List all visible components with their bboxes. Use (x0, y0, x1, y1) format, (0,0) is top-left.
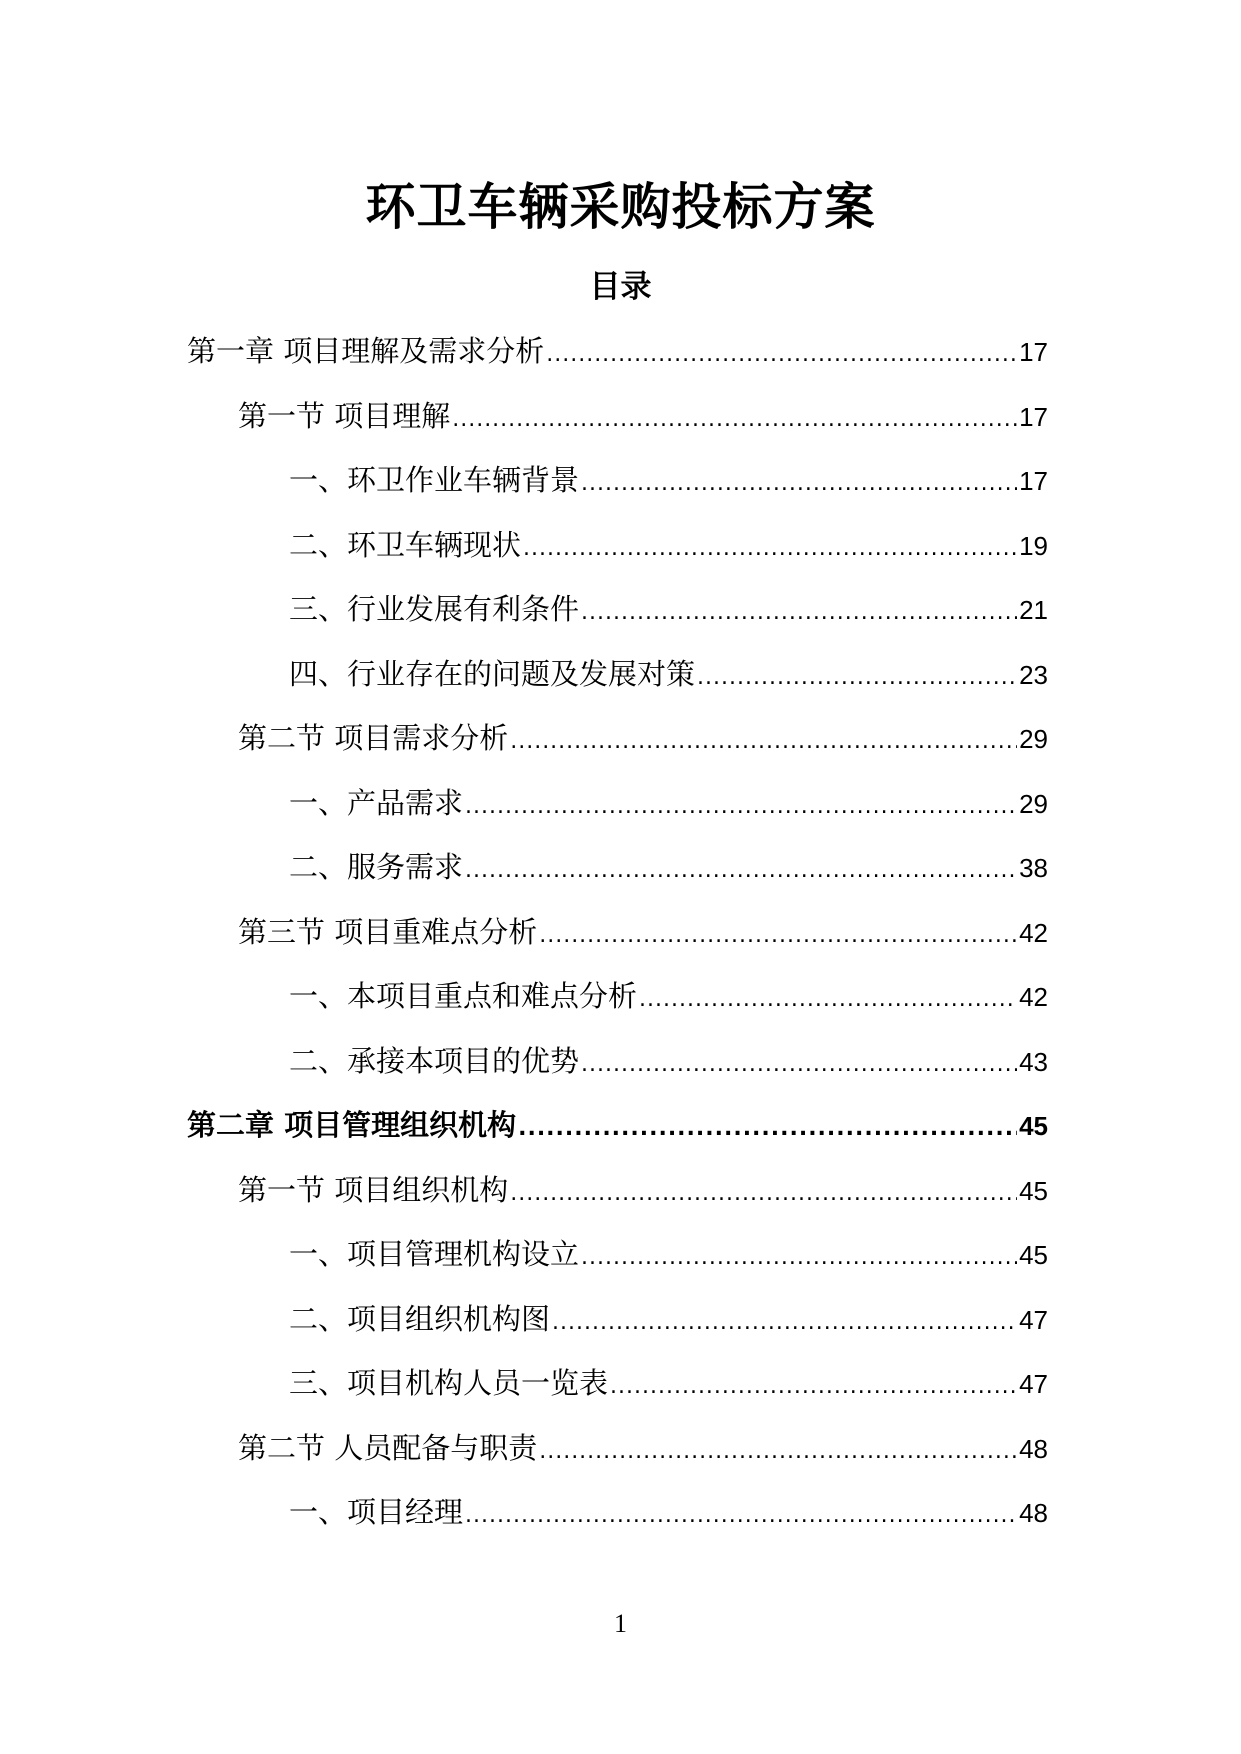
toc-dot-leader (539, 914, 1017, 958)
toc-dot-leader (546, 333, 1017, 377)
toc-entry-label: 一、本项目重点和难点分析 (289, 979, 638, 1013)
toc-entry-label: 第二节 人员配备与职责 (238, 1431, 538, 1465)
toc-entry-label: 二、项目组织机构图 (289, 1302, 551, 1336)
toc-entry[interactable] (238, 716, 1048, 760)
document-title: 环卫车辆采购投标方案 (365, 178, 876, 236)
toc-dot-leader (465, 785, 1017, 829)
toc-entry-label: 第一节 项目理解 (238, 399, 451, 433)
toc-entry[interactable] (238, 1426, 1048, 1470)
toc-entry[interactable] (289, 845, 1048, 889)
toc-entry[interactable] (238, 910, 1048, 954)
toc-entry[interactable] (289, 652, 1048, 696)
toc-entry[interactable] (187, 1103, 1048, 1147)
toc-dot-leader (581, 1236, 1017, 1280)
toc-entry-label: 一、产品需求 (289, 786, 464, 820)
toc-entry[interactable] (238, 394, 1048, 438)
toc-entry[interactable] (289, 1039, 1048, 1083)
toc-entry[interactable] (289, 781, 1048, 825)
toc-entry-page: 17 (1019, 402, 1048, 432)
toc-entry-page: 17 (1019, 337, 1048, 367)
toc-dot-leader (510, 720, 1017, 764)
toc-entry[interactable] (289, 458, 1048, 502)
toc-entry-page: 47 (1019, 1369, 1048, 1399)
toc-entry-label: 第二章 项目管理组织机构 (187, 1108, 517, 1142)
toc-entry[interactable] (187, 329, 1048, 373)
toc-entry-label: 二、环卫车辆现状 (289, 528, 522, 562)
toc-entry-label: 第二节 项目需求分析 (238, 721, 509, 755)
toc-entry-page: 42 (1019, 918, 1048, 948)
toc-entry-label: 四、行业存在的问题及发展对策 (289, 657, 696, 691)
toc-entry-page: 42 (1019, 982, 1048, 1012)
toc-dot-leader (465, 1494, 1017, 1538)
toc-dot-leader (452, 398, 1017, 442)
toc-entry-label: 一、项目管理机构设立 (289, 1237, 580, 1271)
toc-entry[interactable] (289, 1361, 1048, 1405)
toc-entry-label: 第一章 项目理解及需求分析 (187, 334, 545, 368)
toc-dot-leader (539, 1430, 1017, 1474)
toc-entry-page: 48 (1019, 1498, 1048, 1528)
toc-entry-page: 19 (1019, 531, 1048, 561)
toc-entry-page: 38 (1019, 853, 1048, 883)
toc-entry-page: 47 (1019, 1305, 1048, 1335)
toc-entry-page: 21 (1019, 595, 1048, 625)
toc-heading: 目录 (589, 269, 652, 305)
toc-entry-page: 45 (1019, 1111, 1048, 1141)
toc-dot-leader (610, 1365, 1017, 1409)
toc-entry-label: 三、行业发展有利条件 (289, 592, 580, 626)
toc-entry[interactable] (289, 974, 1048, 1018)
toc-entry-label: 一、项目经理 (289, 1495, 464, 1529)
toc-entry-label: 第三节 项目重难点分析 (238, 915, 538, 949)
toc-dot-leader (465, 849, 1017, 893)
toc-entry[interactable] (289, 523, 1048, 567)
toc-entry-page: 43 (1019, 1047, 1048, 1077)
toc-dot-leader (552, 1301, 1017, 1345)
toc-entry-label: 一、环卫作业车辆背景 (289, 463, 580, 497)
toc-entry-label: 二、服务需求 (289, 850, 464, 884)
toc-entry-page: 23 (1019, 660, 1048, 690)
toc-entry-label: 三、项目机构人员一览表 (289, 1366, 609, 1400)
toc-entry-label: 第一节 项目组织机构 (238, 1173, 509, 1207)
toc-dot-leader (581, 462, 1017, 506)
toc-entry-page: 48 (1019, 1434, 1048, 1464)
toc-entry-page: 45 (1019, 1240, 1048, 1270)
toc-entry[interactable] (289, 1490, 1048, 1534)
toc-dot-leader (523, 527, 1017, 571)
toc-entry-page: 29 (1019, 724, 1048, 754)
toc-dot-leader (639, 978, 1017, 1022)
toc-entry[interactable] (289, 1297, 1048, 1341)
toc-entry[interactable] (238, 1168, 1048, 1212)
toc-entry-page: 45 (1019, 1176, 1048, 1206)
toc-dot-leader (510, 1172, 1017, 1216)
toc-entry-page: 29 (1019, 789, 1048, 819)
toc-dot-leader (581, 1043, 1017, 1087)
toc-dot-leader (518, 1107, 1017, 1151)
toc-dot-leader (697, 656, 1017, 700)
page-number: 1 (614, 1609, 627, 1638)
toc-entry[interactable] (289, 587, 1048, 631)
toc-entry-page: 17 (1019, 466, 1048, 496)
toc-dot-leader (581, 591, 1017, 635)
toc-entry-label: 二、承接本项目的优势 (289, 1044, 580, 1078)
toc-entry[interactable] (289, 1232, 1048, 1276)
